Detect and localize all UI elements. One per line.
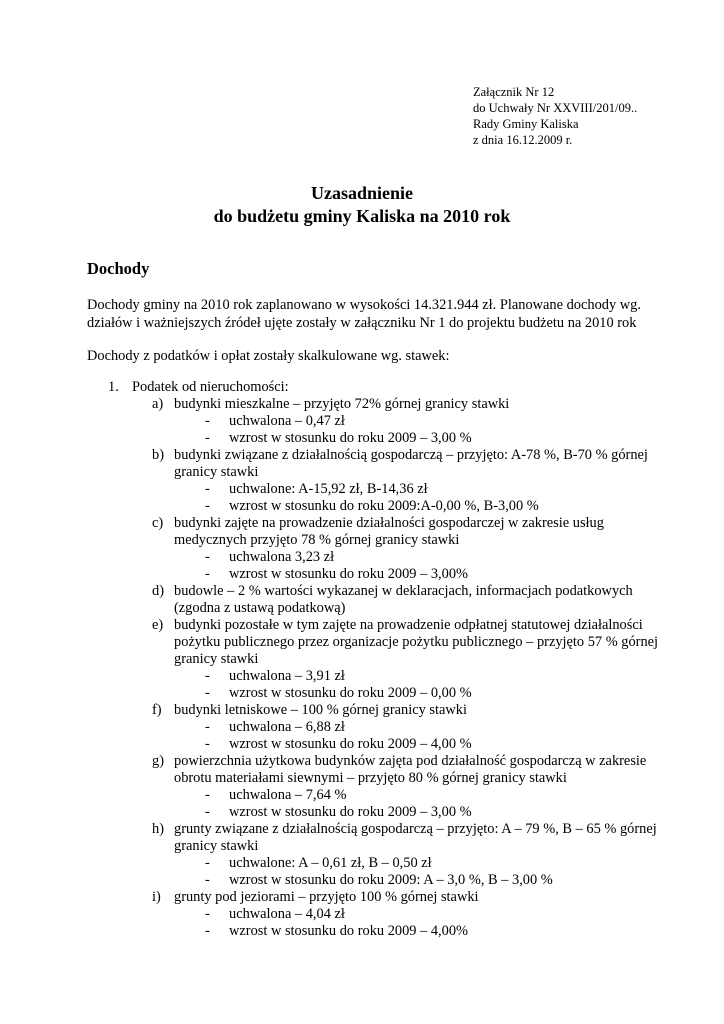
dash-bullet: - — [205, 566, 210, 582]
sub-item-letter: f) — [152, 702, 162, 718]
dash-bullet: - — [205, 787, 210, 803]
dash-item — [87, 804, 687, 821]
paragraph-line: Dochody gminy na 2010 rok zaplanowano w wysokości 14.321.944 zł. Planowane dochody wg. — [87, 297, 641, 313]
dash-bullet: - — [205, 685, 210, 701]
dash-item — [87, 549, 687, 566]
dash-item-text: wzrost w stosunku do roku 2009 – 4,00 % — [229, 736, 472, 752]
intro-paragraph — [87, 296, 641, 332]
sub-item-i — [87, 889, 687, 906]
dash-item — [87, 719, 687, 736]
dash-item — [87, 787, 687, 804]
title-line: do budżetu gminy Kaliska na 2010 rok — [213, 206, 511, 226]
dash-item — [87, 430, 687, 447]
sub-item-text: grunty związane z działalnością gospodarczą – przyjęto: A – 79 %, B – 65 % górnej — [174, 821, 657, 837]
sub-item-text: grunty pod jeziorami – przyjęto 100 % górnej stawki — [174, 889, 479, 905]
sub-item-text: granicy stawki — [174, 464, 259, 480]
sub-item-continuation — [87, 651, 687, 668]
dash-item — [87, 481, 687, 498]
sub-item-letter: h) — [152, 821, 164, 837]
sub-item-letter: a) — [152, 396, 164, 412]
sub-item-letter: e) — [152, 617, 164, 633]
dash-item — [87, 923, 687, 940]
sub-item-text: granicy stawki — [174, 651, 259, 667]
sub-item-letter: d) — [152, 583, 164, 599]
dash-item-text: uchwalona – 3,91 zł — [229, 668, 345, 684]
dash-item — [87, 413, 687, 430]
dash-bullet: - — [205, 923, 210, 939]
sub-item-c — [87, 515, 687, 532]
dash-item-text: wzrost w stosunku do roku 2009 – 3,00 % — [229, 430, 472, 446]
dash-item-text: wzrost w stosunku do roku 2009 – 3,00 % — [229, 804, 472, 820]
dash-item — [87, 566, 687, 583]
sub-item-letter: g) — [152, 753, 164, 769]
dash-item — [87, 906, 687, 923]
sub-item-continuation — [87, 838, 687, 855]
dash-item-text: uchwalone: A-15,92 zł, B-14,36 zł — [229, 481, 428, 497]
dash-item-text: uchwalona – 6,88 zł — [229, 719, 345, 735]
dash-bullet: - — [205, 855, 210, 871]
sub-item-text: powierzchnia użytkowa budynków zajęta pod działalność gospodarczą w zakresie — [174, 753, 647, 769]
dash-bullet: - — [205, 906, 210, 922]
attachment-line: Rady Gminy Kaliska — [473, 117, 579, 131]
dash-item-text: wzrost w stosunku do roku 2009 – 0,00 % — [229, 685, 472, 701]
dash-item-text: wzrost w stosunku do roku 2009 – 3,00% — [229, 566, 469, 582]
sub-item-continuation — [87, 532, 687, 549]
attachment-line: Załącznik Nr 12 — [473, 85, 555, 99]
dash-item-text: wzrost w stosunku do roku 2009: A – 3,0 %, B – 3,00 % — [229, 872, 553, 888]
dash-bullet: - — [205, 413, 210, 429]
dash-item-text: uchwalona – 4,04 zł — [229, 906, 345, 922]
dash-item — [87, 855, 687, 872]
sub-item-f — [87, 702, 687, 719]
rates-intro: Dochody z podatków i opłat zostały skalkulowane wg. stawek: — [87, 348, 450, 364]
sub-item-letter: i) — [152, 889, 161, 905]
dash-bullet: - — [205, 498, 210, 514]
dash-item-text: wzrost w stosunku do roku 2009 – 4,00% — [229, 923, 469, 939]
attachment-line: do Uchwały Nr XXVIII/201/09.. — [473, 101, 638, 115]
list-number: 1. — [108, 379, 119, 395]
sub-item-text: budowle – 2 % wartości wykazanej w deklaracjach, informacjach podatkowych — [174, 583, 633, 599]
sub-item-h — [87, 821, 687, 838]
dash-item — [87, 872, 687, 889]
sub-item-text: budynki letniskowe – 100 % górnej granicy stawki — [174, 702, 467, 718]
dash-bullet: - — [205, 549, 210, 565]
attachment-note — [473, 84, 637, 148]
sub-item-e — [87, 617, 687, 634]
sub-item-text: medycznych przyjęto 78 % górnej granicy stawki — [174, 532, 460, 548]
dash-item — [87, 736, 687, 753]
sub-item-a — [87, 396, 687, 413]
attachment-line: z dnia 16.12.2009 r. — [473, 133, 573, 147]
sub-item-letter: c) — [152, 515, 164, 531]
sub-item-text: budynki zajęte na prowadzenie działalności gospodarczej w zakresie usług — [174, 515, 604, 531]
sub-item-text: granicy stawki — [174, 838, 259, 854]
sub-item-text: budynki mieszkalne – przyjęto 72% górnej granicy stawki — [174, 396, 510, 412]
dash-item — [87, 498, 687, 515]
dash-item-text: uchwalona – 7,64 % — [229, 787, 347, 803]
dash-item-text: wzrost w stosunku do roku 2009:A-0,00 %, B-3,00 % — [229, 498, 539, 514]
sub-item-continuation — [87, 600, 687, 617]
sub-item-continuation — [87, 770, 687, 787]
dash-item-text: uchwalona 3,23 zł — [229, 549, 335, 565]
list-item-text: Podatek od nieruchomości: — [132, 379, 289, 395]
sub-item-text: (zgodna z ustawą podatkową) — [174, 600, 346, 616]
sub-item-continuation — [87, 464, 687, 481]
dash-bullet: - — [205, 668, 210, 684]
paragraph-line: działów i ważniejszych źródeł ujęte zostały w załączniku Nr 1 do projektu budżetu na 2010 rok — [87, 315, 637, 331]
sub-item-d — [87, 583, 687, 600]
dash-bullet: - — [205, 736, 210, 752]
dash-bullet: - — [205, 804, 210, 820]
section-heading: Dochody — [87, 259, 150, 278]
sub-item-b — [87, 447, 687, 464]
dash-item — [87, 668, 687, 685]
list-item — [87, 379, 687, 396]
sub-item-g — [87, 753, 687, 770]
title-line: Uzasadnienie — [310, 183, 413, 203]
dash-item-text: uchwalona – 0,47 zł — [229, 413, 345, 429]
sub-item-text: pożytku publicznego przez organizacje pożytku publicznego – przyjęto 57 % górnej — [174, 634, 659, 650]
sub-item-text: budynki pozostałe w tym zajęte na prowadzenie odpłatnej statutowej działalności — [174, 617, 643, 633]
sub-item-text: budynki związane z działalnością gospodarczą – przyjęto: A-78 %, B-70 % górnej — [174, 447, 648, 463]
dash-bullet: - — [205, 481, 210, 497]
sub-item-letter: b) — [152, 447, 164, 463]
sub-item-continuation — [87, 634, 687, 651]
dash-bullet: - — [205, 430, 210, 446]
document-title — [0, 182, 724, 228]
dash-bullet: - — [205, 872, 210, 888]
dash-item — [87, 685, 687, 702]
sub-item-text: obrotu materiałami siewnymi – przyjęto 80 % górnej granicy stawki — [174, 770, 567, 786]
tax-list — [87, 379, 687, 940]
dash-item-text: uchwalone: A – 0,61 zł, B – 0,50 zł — [229, 855, 432, 871]
dash-bullet: - — [205, 719, 210, 735]
